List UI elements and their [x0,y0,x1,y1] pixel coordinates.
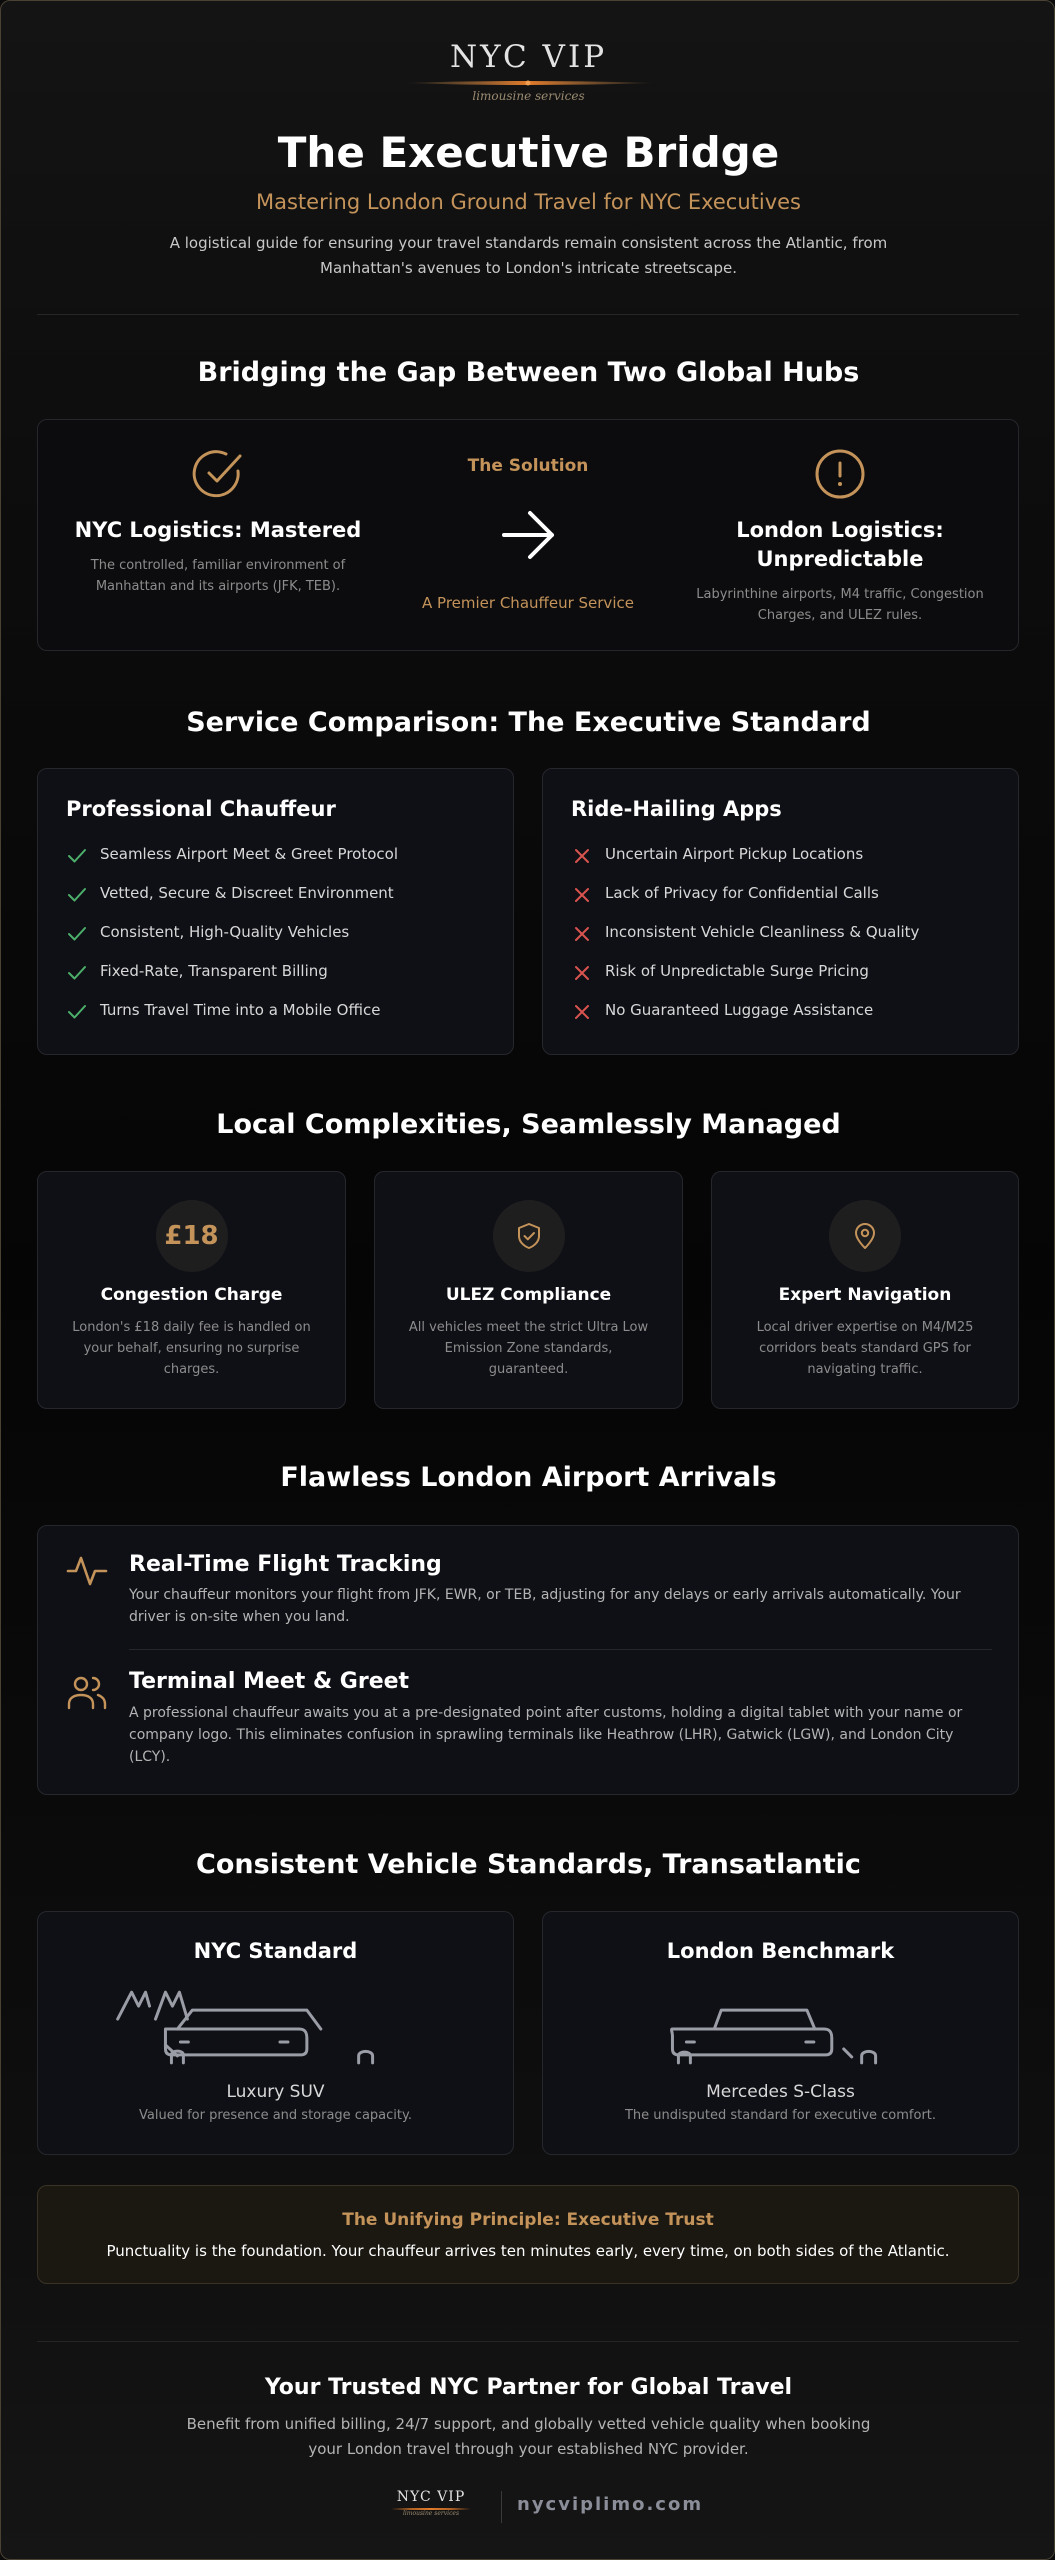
list-item [571,923,919,962]
list-item [571,1001,919,1040]
ulez-compliance-card [374,1171,683,1409]
bridge-section-title: Bridging the Gap Between Two Global Hubs [197,357,860,388]
intro-text: A logistical guide for ensuring your travel standards remain consistent across the Atlantic, from Manhattan's avenues to London's intricate streetscape. [169,234,888,277]
list-item [66,962,398,1001]
check-icon [66,884,88,906]
list-item [571,845,919,884]
list-item-label: Consistent, High-Quality Vehicles [100,923,350,941]
footer-logo-text: NYC VIP [396,2489,466,2505]
nyc-logistics-heading: NYC Logistics: Mastered [74,518,362,542]
footer-title: Your Trusted NYC Partner for Global Travel [264,2375,793,2400]
london-logistics-heading: London Logistics: Unpredictable [736,518,944,571]
principle-title: The Unifying Principle: Executive Trust [342,2210,714,2230]
check-icon [66,962,88,984]
ridehail-list [571,845,919,1040]
list-item-label: Turns Travel Time into a Mobile Office [100,1001,381,1019]
chauffeur-list [66,845,398,1040]
alert-circle-icon [812,446,868,502]
list-item [66,884,398,923]
logo-text: NYC VIP [449,39,608,75]
card-title: Congestion Charge [100,1285,283,1305]
suv-icon [38,1976,513,2091]
list-item-label: Seamless Airport Meet & Greet Protocol [100,845,398,863]
nyc-vehicle-name: Luxury SUV [226,2082,325,2102]
meet-greet-title: Terminal Meet & Greet [129,1669,410,1694]
card-desc: All vehicles meet the strict Ultra Low Emission Zone standards, guaranteed. [408,1320,649,1377]
list-item-label: Uncertain Airport Pickup Locations [605,845,864,863]
nyc-logistics-desc: The controlled, familiar environment of Manhattan and its airports (JFK, TEB). [90,558,346,594]
card-title: ULEZ Compliance [445,1285,612,1305]
divider [129,1649,992,1650]
activity-icon [66,1550,108,1592]
congestion-charge-card [37,1171,346,1409]
list-item [571,962,919,1001]
london-vehicle-card [542,1911,1019,2155]
list-item-label: Lack of Privacy for Confidential Calls [605,884,879,902]
list-item [66,845,398,884]
map-pin-icon [829,1200,901,1272]
list-item [66,1001,398,1040]
list-item [66,923,398,962]
arrow-right-icon [500,506,558,564]
card-desc: Local driver expertise on M4/M25 corridors beats standard GPS for navigating traffic. [756,1320,974,1377]
page-subtitle: Mastering London Ground Travel for NYC Executives [256,190,801,214]
sedan-icon [543,1976,1018,2091]
list-item-label: Risk of Unpredictable Surge Pricing [605,962,869,980]
card-title: Expert Navigation [778,1285,952,1305]
solution-caption: A Premier Chauffeur Service [422,594,634,612]
london-benchmark-title: London Benchmark [666,1939,895,1963]
nyc-vehicle-desc: Valued for presence and storage capacity. [139,2108,412,2123]
check-icon [66,845,88,867]
london-logistics-desc: Labyrinthine airports, M4 traffic, Congestion Charges, and ULEZ rules. [696,587,984,623]
ridehail-card [542,768,1019,1055]
x-icon [571,962,593,984]
logo-swoosh-icon [401,77,656,89]
complexities-section-title: Local Complexities, Seamlessly Managed [216,1109,841,1140]
divider [37,314,1019,315]
footer-logo-tagline: limousine services [402,2510,460,2517]
list-item-label: Fixed-Rate, Transparent Billing [100,962,328,980]
flight-tracking-desc: Your chauffeur monitors your flight from JFK, EWR, or TEB, adjusting for any delays or early arrivals automatically. Your driver is on-site when you land. [129,1587,961,1625]
chauffeur-card [37,768,514,1055]
pound-icon-text: £18 [164,1221,219,1251]
expert-navigation-card [711,1171,1019,1409]
list-item-label: No Guaranteed Luggage Assistance [605,1001,874,1019]
list-item-label: Vetted, Secure & Discreet Environment [100,884,394,902]
airport-card [37,1525,1019,1795]
ridehail-title: Ride-Hailing Apps [571,797,782,821]
check-icon [66,923,88,945]
comparison-section-title: Service Comparison: The Executive Standard [186,707,871,738]
meet-greet-desc: A professional chauffeur awaits you at a pre-designated point after customs, holding a digital tablet with your name or company logo. This eliminates confusion in sprawling terminals like Heathrow (LHR), Gatwick (LGW), and London City (LCY). [129,1705,963,1765]
bridge-card [37,419,1019,651]
brand-logo [401,39,656,109]
footer-separator [501,2491,502,2523]
check-circle-icon [190,446,246,502]
list-item [571,884,919,923]
pound-icon [156,1200,228,1272]
london-vehicle-desc: The undisputed standard for executive comfort. [624,2108,937,2123]
x-icon [571,845,593,867]
chauffeur-title: Professional Chauffeur [66,797,336,821]
x-icon [571,1001,593,1023]
shield-check-icon [493,1200,565,1272]
flight-tracking-title: Real-Time Flight Tracking [129,1552,442,1577]
x-icon [571,923,593,945]
check-icon [66,1001,88,1023]
nyc-logistics [68,446,368,597]
users-icon [66,1672,108,1714]
logo-tagline: limousine services [472,89,585,103]
solution-label: The Solution [467,456,589,476]
footer-logo [381,2489,481,2523]
nyc-vehicle-card [37,1911,514,2155]
card-desc: London's £18 daily fee is handled on your behalf, ensuring no surprise charges. [72,1320,311,1377]
principle-banner [37,2185,1019,2284]
divider [37,2341,1019,2342]
vehicles-section-title: Consistent Vehicle Standards, Transatlantic [196,1849,861,1880]
principle-text: Punctuality is the foundation. Your chauffeur arrives ten minutes early, every time, on both sides of the Atlantic. [106,2242,950,2260]
london-logistics [690,446,990,626]
x-icon [571,884,593,906]
list-item-label: Inconsistent Vehicle Cleanliness & Quality [605,923,920,941]
page-title: The Executive Bridge [277,128,780,177]
website-link[interactable]: nycviplimo.com [517,2494,704,2515]
nyc-standard-title: NYC Standard [193,1939,358,1963]
footer-text: Benefit from unified billing, 24/7 support, and globally vetted vehicle quality when booking your London travel through your established NYC provider. [186,2415,871,2458]
airport-section-title: Flawless London Airport Arrivals [280,1462,777,1493]
london-vehicle-name: Mercedes S-Class [706,2082,855,2102]
